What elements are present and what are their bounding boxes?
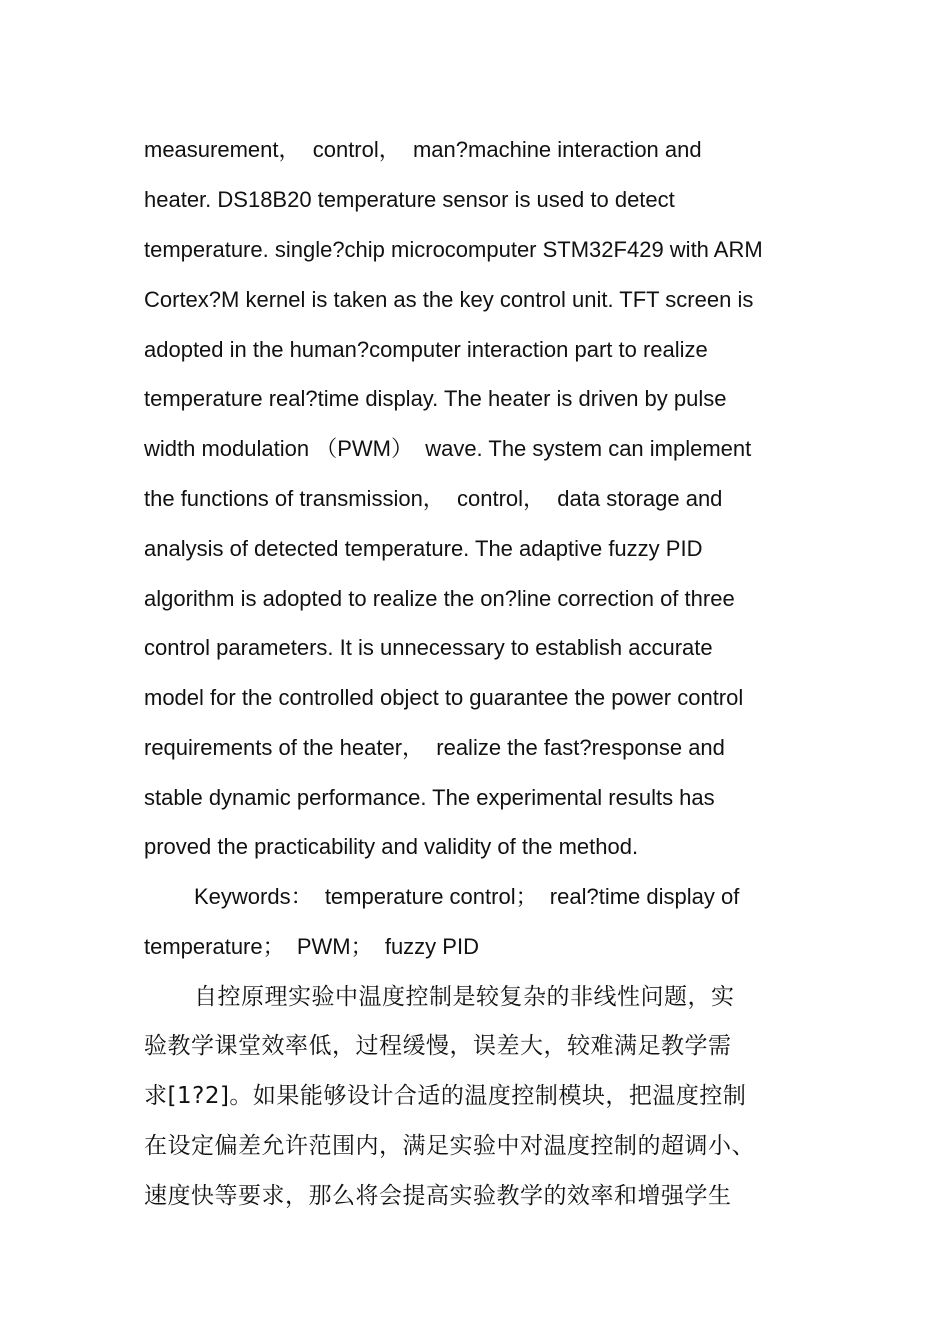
abstract-line: proved the practicability and validity of the method. (144, 834, 639, 859)
abstract-line: temperature. single?chip microcomputer STM32F429 with ARM (144, 237, 763, 262)
keywords-line: temperature； PWM； fuzzy PID (144, 934, 479, 959)
abstract-line: width modulation （PWM） wave. The system can implement (144, 436, 752, 461)
abstract-line: temperature real?time display. The heater is driven by pulse (144, 386, 727, 411)
abstract-line: model for the controlled object to guarantee the power control (144, 685, 744, 710)
abstract-line: requirements of the heater， realize the fast?response and (144, 735, 725, 760)
abstract-line: the functions of transmission， control， data storage and (144, 486, 723, 511)
abstract-line: heater. DS18B20 temperature sensor is used to detect (144, 187, 675, 212)
abstract-line: analysis of detected temperature. The adaptive fuzzy PID (144, 536, 703, 561)
abstract-line: algorithm is adopted to realize the on?line correction of three (144, 586, 735, 611)
abstract-line: measurement， control， man?machine interaction and (144, 137, 702, 162)
abstract-line: control parameters. It is unnecessary to establish accurate (144, 635, 713, 660)
abstract-line: Cortex?M kernel is taken as the key control unit. TFT screen is (144, 287, 754, 312)
body-line: 求[1?2]。如果能够设计合适的温度控制模块，把温度控制 (144, 1083, 747, 1109)
keywords-line: Keywords： temperature control； real?time display of (194, 884, 740, 909)
abstract-line: stable dynamic performance. The experimental results has (144, 785, 715, 810)
body-line: 速度快等要求，那么将会提高实验教学的效率和增强学生 (144, 1183, 732, 1209)
abstract-line: adopted in the human?computer interaction part to realize (144, 337, 708, 362)
body-line: 验教学课堂效率低，过程缓慢，误差大，较难满足教学需 (144, 1033, 732, 1059)
body-line: 在设定偏差允许范围内，满足实验中对温度控制的超调小、 (144, 1133, 755, 1159)
body-line: 自控原理实验中温度控制是较复杂的非线性问题，实 (194, 984, 735, 1010)
